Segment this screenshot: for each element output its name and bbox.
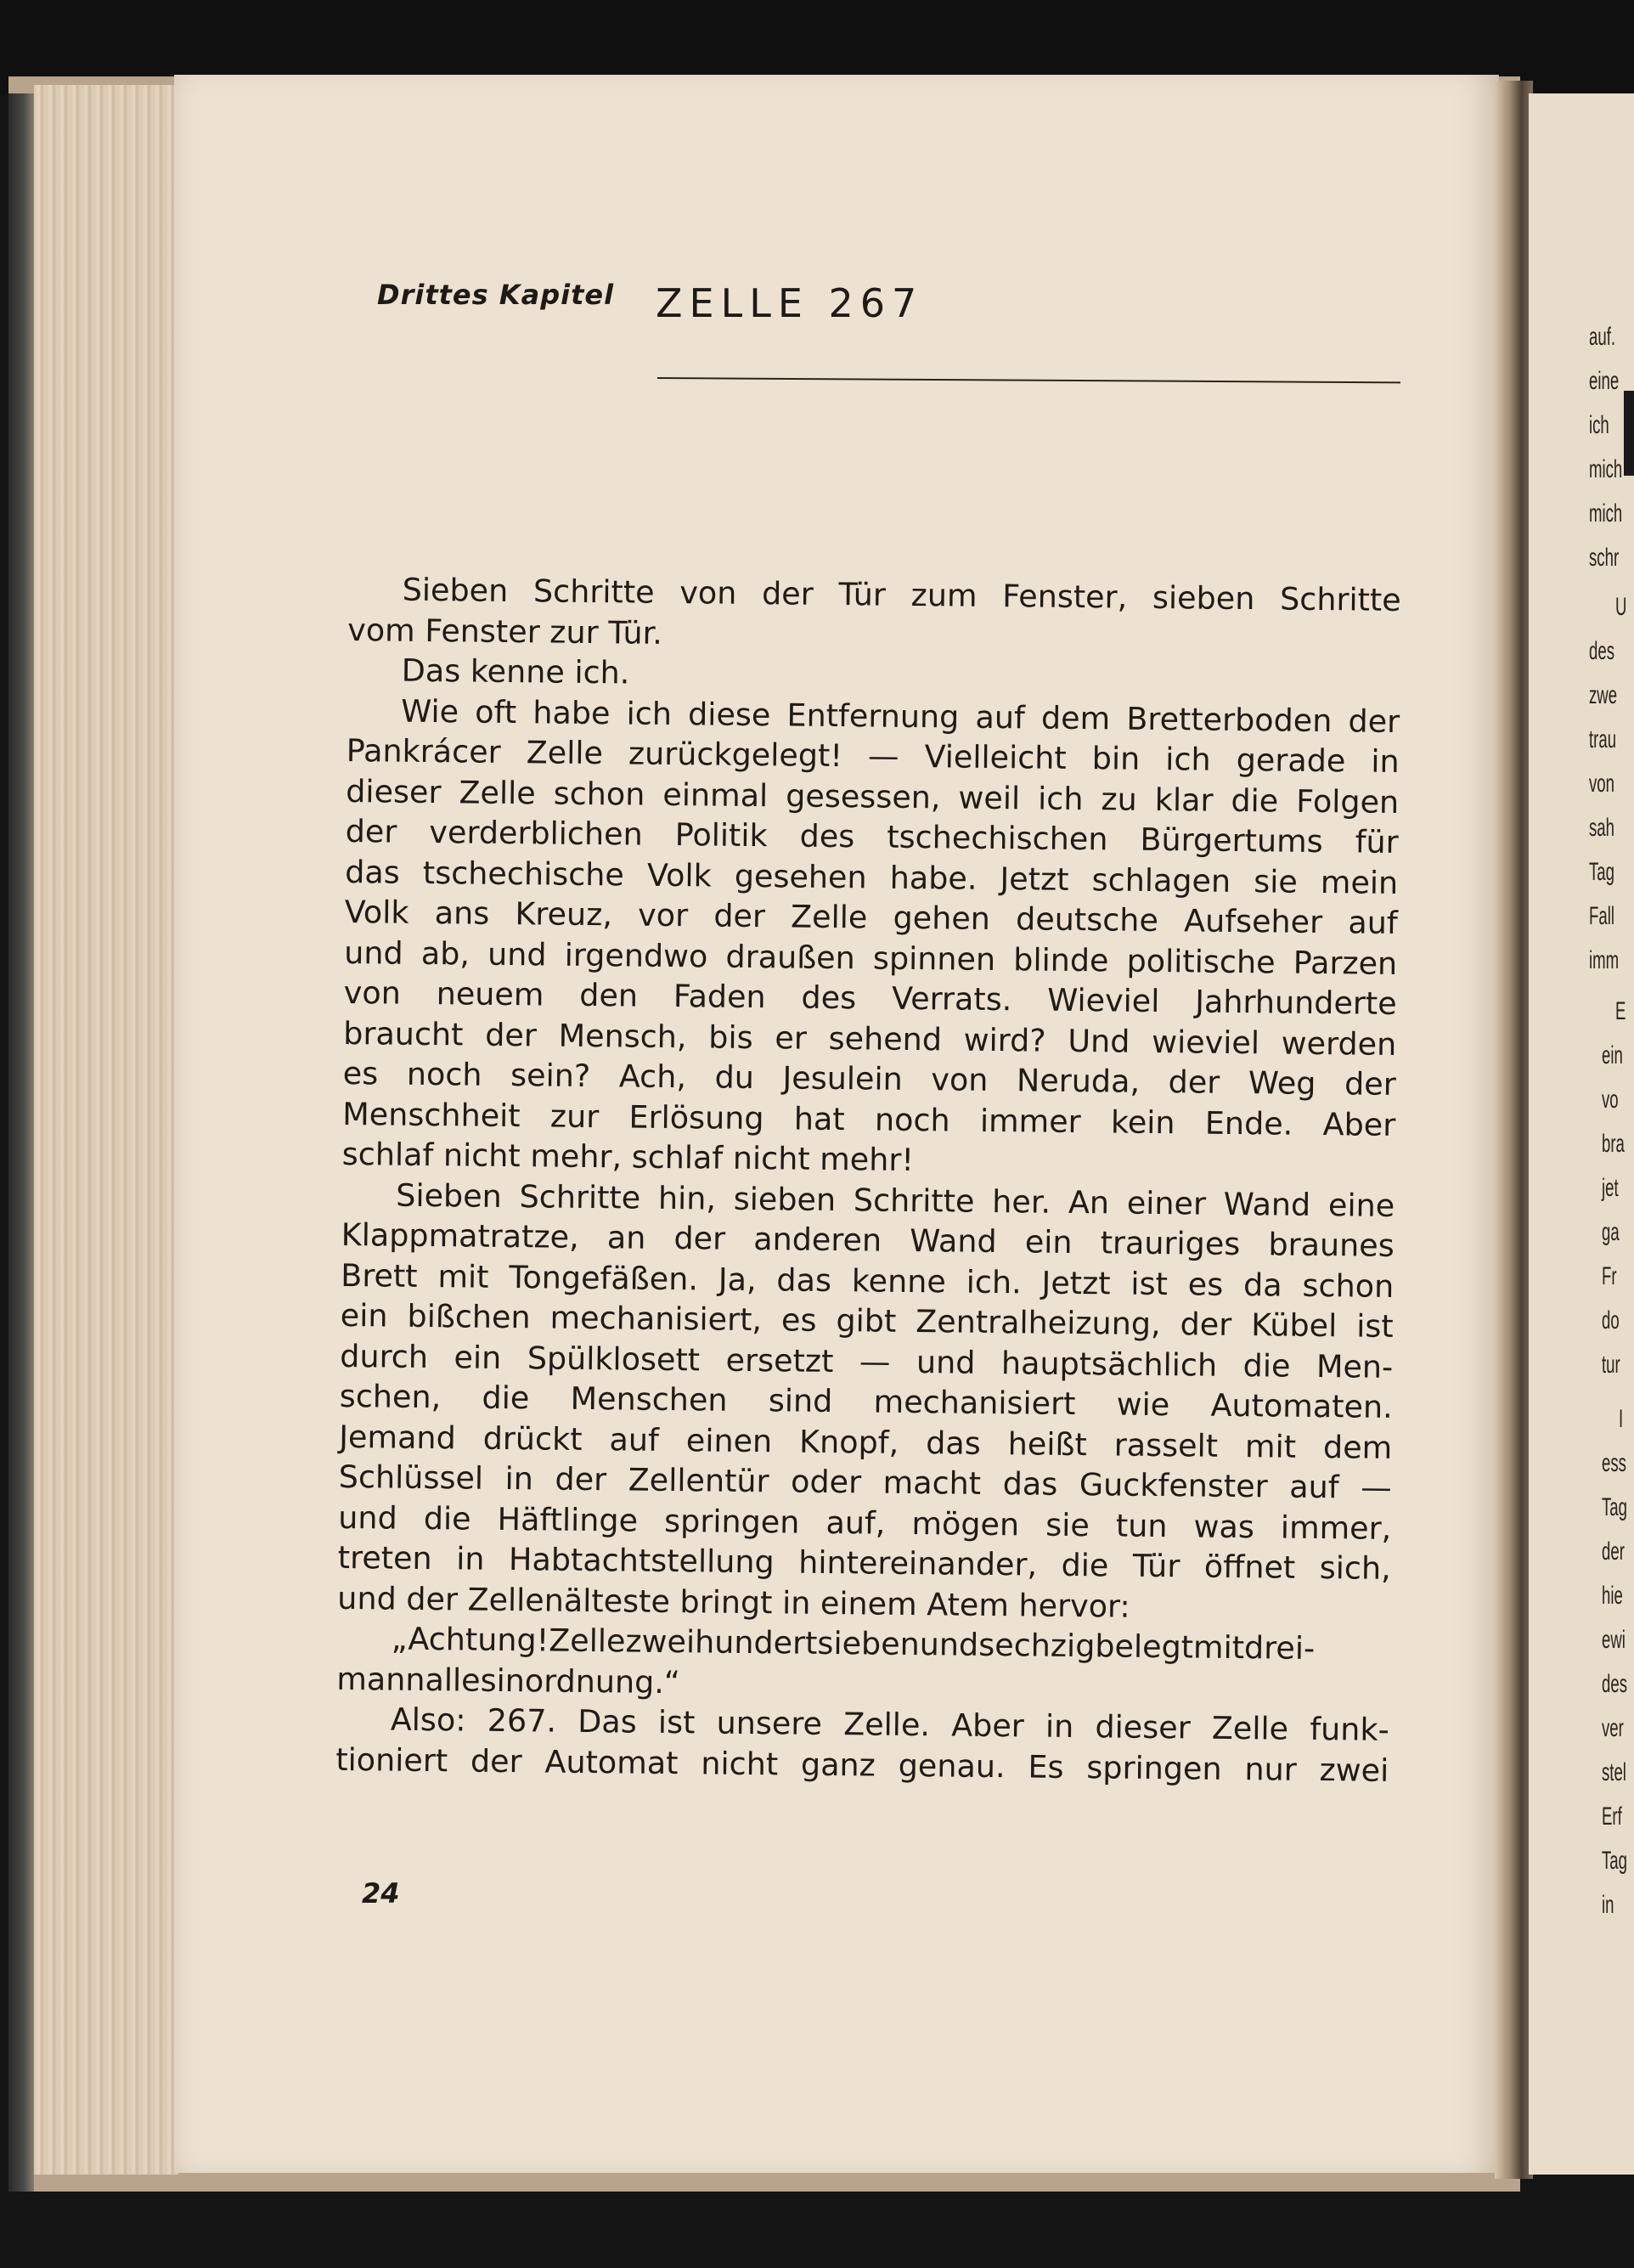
book-spine-shadow [8,93,34,2192]
text-line: Brett mit Tongefäßen. Ja, das kenne ich. Jetzt ist es da schon [341,1256,1395,1305]
text-line: Pankrácer Zelle zurückgelegt! — Vielleicht bin ich gerade in [346,731,1400,780]
facing-fragment: vo [1602,1086,1619,1114]
text-line: Jemand drückt auf einen Knopf, das heißt rasselt mit dem [339,1418,1393,1466]
text-line: Sieben Schritte hin, sieben Schritte her. An einer Wand eine [396,1176,1395,1224]
facing-fragment: tur [1602,1351,1620,1379]
book-gutter [1495,81,1533,2179]
facing-fragment: do [1602,1306,1620,1334]
facing-fragment: E [1615,997,1626,1025]
facing-fragment: jet [1602,1174,1619,1202]
page-stack-edges [34,85,178,2175]
facing-fragment: eine [1589,367,1620,395]
text-line: Also: 267. Das ist unsere Zelle. Aber in dieser Zelle funk- [390,1701,1389,1748]
facing-fragment: ein [1602,1041,1623,1069]
facing-fragment: ga [1602,1218,1620,1246]
facing-fragment: mich [1589,455,1623,483]
text-line: Wie oft habe ich diese Entfernung auf dem Bretterboden der [401,692,1400,740]
facing-fragment: mich [1589,499,1623,528]
text-line: treten in Habtachtstellung hintereinander, die Tür öffnet sich, [337,1538,1391,1587]
body-text [335,569,1401,1791]
text-line: dieser Zelle schon einmal gesessen, weil ich zu klar die Folgen [346,772,1400,821]
facing-fragment: bra [1602,1130,1625,1158]
facing-fragment: stel [1602,1758,1626,1786]
facing-fragment: ich [1589,411,1609,439]
facing-fragment: des [1602,1670,1627,1698]
facing-fragment: ess [1602,1449,1626,1477]
text-line: der verderblichen Politik des tschechischen Bürgertums für [345,812,1399,860]
text-line: das tschechische Volk gesehen habe. Jetzt schlagen sie mein [345,853,1399,901]
facing-fragment: Tag [1589,858,1614,886]
text-line: schlaf nicht mehr, schlaf nicht mehr! [341,1135,915,1179]
text-line: tioniert der Automat nicht ganz genau. Es springen nur zwei [335,1740,1389,1789]
chapter-label: Drittes Kapitel [377,279,615,311]
facing-fragment: ver [1602,1714,1624,1742]
facing-fragment: U [1615,593,1627,621]
chapter-title: ZELLE 267 [656,280,924,326]
text-line: Das kenne ich. [401,652,630,691]
text-line: vom Fenster zur Tür. [347,611,663,652]
facing-fragment: imm [1589,946,1620,974]
facing-fragment: I [1619,1405,1624,1433]
facing-fragment: von [1589,770,1614,798]
facing-fragment: zwe [1589,681,1618,709]
facing-fragment: trau [1589,725,1617,753]
facing-fragment: Fall [1589,902,1614,930]
text-line: mannallesinordnung.“ [336,1660,681,1701]
facing-fragment: der [1602,1537,1625,1566]
text-line: durch ein Spülklosett ersetzt — und hauptsächlich die Men- [340,1337,1394,1385]
text-line: braucht der Mensch, bis er sehend wird? Und wieviel werden [343,1014,1397,1063]
text-line: Volk ans Kreuz, vor der Zelle gehen deutsche Aufseher auf [344,893,1398,941]
text-line: „Achtung!Zellezweihundertsiebenundsechzigbelegtmitdrei- [391,1620,1316,1667]
facing-fragment: auf. [1589,323,1616,351]
text-line: schen, die Menschen sind mechanisiert wie Automaten. [339,1377,1393,1425]
text-line: und ab, und irgendwo draußen spinnen blinde politische Parzen [344,934,1398,982]
facing-page [1529,93,1634,2175]
facing-fragment: des [1589,637,1614,665]
text-line: und die Häftlinge springen auf, mögen sie tun was immer, [338,1498,1392,1547]
text-line: ein bißchen mechanisiert, es gibt Zentralheizung, der Kübel ist [340,1296,1394,1345]
facing-fragment: Erf [1602,1803,1622,1831]
facing-fragment: in [1602,1891,1614,1919]
text-line: Klappmatratze, an der anderen Wand ein trauriges braunes [341,1216,1395,1264]
page-number: 24 [362,1877,400,1910]
facing-fragment: hie [1602,1582,1623,1610]
text-line: es noch sein? Ach, du Jesulein von Neruda, der Weg der [342,1054,1396,1103]
facing-fragment: Tag [1602,1493,1627,1521]
facing-fragment: ewi [1602,1626,1626,1654]
facing-fragment: Tag [1602,1847,1627,1875]
text-line: von neuem den Faden des Verrats. Wieviel Jahrhunderte [343,973,1397,1022]
facing-fragment: schr [1589,544,1620,572]
facing-fragment: sah [1589,814,1614,842]
facing-fragment: Fr [1602,1262,1617,1290]
text-line: und der Zellenälteste bringt in einem Atem hervor: [337,1579,1130,1625]
text-line: Schlüssel in der Zellentür oder macht das Guckfenster auf — [338,1458,1392,1506]
text-line: Sieben Schritte von der Tür zum Fenster, sieben Schritte [402,571,1401,618]
text-line: Menschheit zur Erlösung hat noch immer kein Ende. Aber [342,1095,1396,1143]
facing-page-shadow [1624,391,1634,476]
